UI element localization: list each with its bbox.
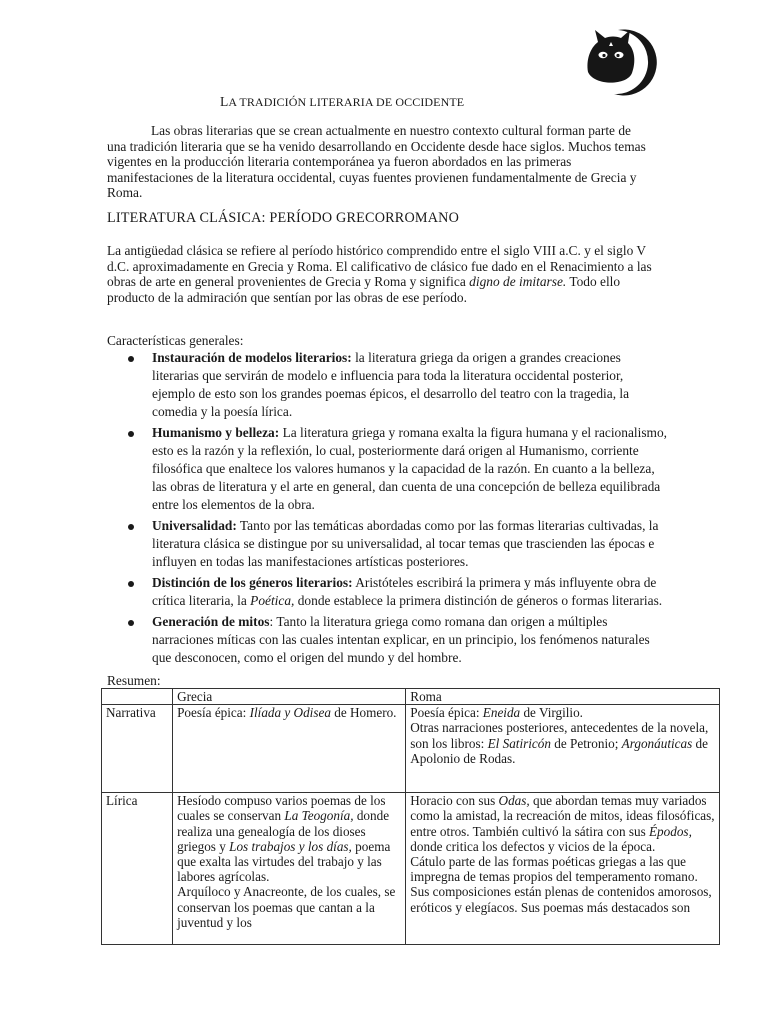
- cat-moon-logo: [578, 26, 660, 96]
- table-header-cell: [102, 689, 173, 705]
- summary-table: [101, 688, 720, 945]
- row-label-lirica: Lírica: [102, 793, 173, 945]
- document-title: LA TRADICIÓN LITERARIA DE OCCIDENTE: [220, 94, 465, 109]
- table-header-cell: Grecia: [173, 689, 406, 705]
- table-cell: Poesía épica: Ilíada y Odisea de Homero.: [173, 705, 406, 793]
- row-label-narrativa: Narrativa: [102, 705, 173, 793]
- bullet-icon: [128, 524, 134, 530]
- list-item: Distinción de los géneros literarios: Aristóteles escribirá la primera y más influyente obra de crítica literaria, la Poética, donde establece la primera distinción de géneros o formas literarias.: [152, 574, 667, 610]
- table-header-row: [102, 689, 720, 705]
- list-item: Instauración de modelos literarios: la literatura griega da origen a grandes creaciones literarias que servirán de modelo e influencia para toda la literatura occidental posterior, ejemplo de esto son los grandes poemas épicos, el desarrollo del teatro con la tragedia, la comedia y la poesía lírica.: [152, 349, 667, 421]
- table-cell: Horacio con sus Odas, que abordan temas muy variados como la amistad, la recreación de mitos, ideas filosóficas, entre otros. También cultivó la sátira con sus Épodos, donde critica los defectos y vicios de la época. Cátulo parte de las formas poéticas griegas a las que impregna de temas propios del temperamento romano. Sus composiciones están plenas de contenidos amorosos, eróticos y elegíacos. Sus poemas más destacados son: [406, 793, 720, 945]
- table-row: [102, 705, 720, 793]
- table-cell: Hesíodo compuso varios poemas de los cuales se conservan La Teogonía, donde realiza una genealogía de los dioses griegos y Los trabajos y los días, poema que exalta las virtudes del trabajo y las labores agrícolas. Arquíloco y Anacreonte, de los cuales, se conservan los poemas que cantan a la juventud y los: [173, 793, 406, 945]
- section-heading: LITERATURA CLÁSICA: PERÍODO GRECORROMANO: [107, 210, 460, 226]
- bullet-icon: [128, 581, 134, 587]
- list-item: Humanismo y belleza: La literatura griega y romana exalta la figura humana y el racionalismo, esto es la razón y la reflexión, lo cual, posteriormente dará origen al Humanismo, corriente filosófica que enaltece los valores humanos y la capacidad de la razón. En cuanto a la belleza, las obras de literatura y el arte en general, dan cuenta de una concepción de belleza equilibrada entre los elementos de la obra.: [152, 424, 667, 514]
- summary-label: Resumen:: [107, 673, 161, 688]
- bullet-icon: [128, 431, 134, 437]
- table-row: [102, 793, 720, 945]
- intro-paragraph: Las obras literarias que se crean actualmente en nuestro contexto cultural forman parte de una tradición literaria que se ha venido desarrollando en Occidente desde hace siglos. Muchos temas vigentes en la producción literaria contemporánea ya fueron abordados en las primeras manifestaciones de la literatura occidental, cuyas fuentes provienen fundamentalmente de Grecia y Roma.: [107, 123, 646, 201]
- features-list: [152, 349, 667, 670]
- bullet-icon: [128, 620, 134, 626]
- bullet-icon: [128, 356, 134, 362]
- table-header-cell: Roma: [406, 689, 720, 705]
- list-item: Universalidad: Tanto por las temáticas abordadas como por las formas literarias cultivadas, la literatura clásica se distingue por su universalidad, al tocar temas que trascienden las épocas e influyen en todas las manifestaciones artísticas posteriores.: [152, 517, 667, 571]
- features-label: Características generales:: [107, 333, 244, 348]
- classical-paragraph: La antigüedad clásica se refiere al período histórico comprendido entre el siglo VIII a.C. y el siglo V d.C. aproximadamente en Grecia y Roma. El calificativo de clásico fue dado en el Renacimiento a las obras de arte en general provenientes de Grecia y Roma y significa digno de imitarse. Todo ello producto de la admiración que sentían por las obras de ese período.: [107, 243, 652, 305]
- table-cell: Poesía épica: Eneida de Virgilio. Otras narraciones posteriores, antecedentes de la novela, son los libros: El Satiricón de Petronio; Argonáuticas de Apolonio de Rodas.: [406, 705, 720, 793]
- list-item: Generación de mitos: Tanto la literatura griega como romana dan origen a múltiples narraciones míticas con las cuales intentan explicar, en un principio, los fenómenos naturales que desconocen, como el origen del mundo y del hombre.: [152, 613, 667, 667]
